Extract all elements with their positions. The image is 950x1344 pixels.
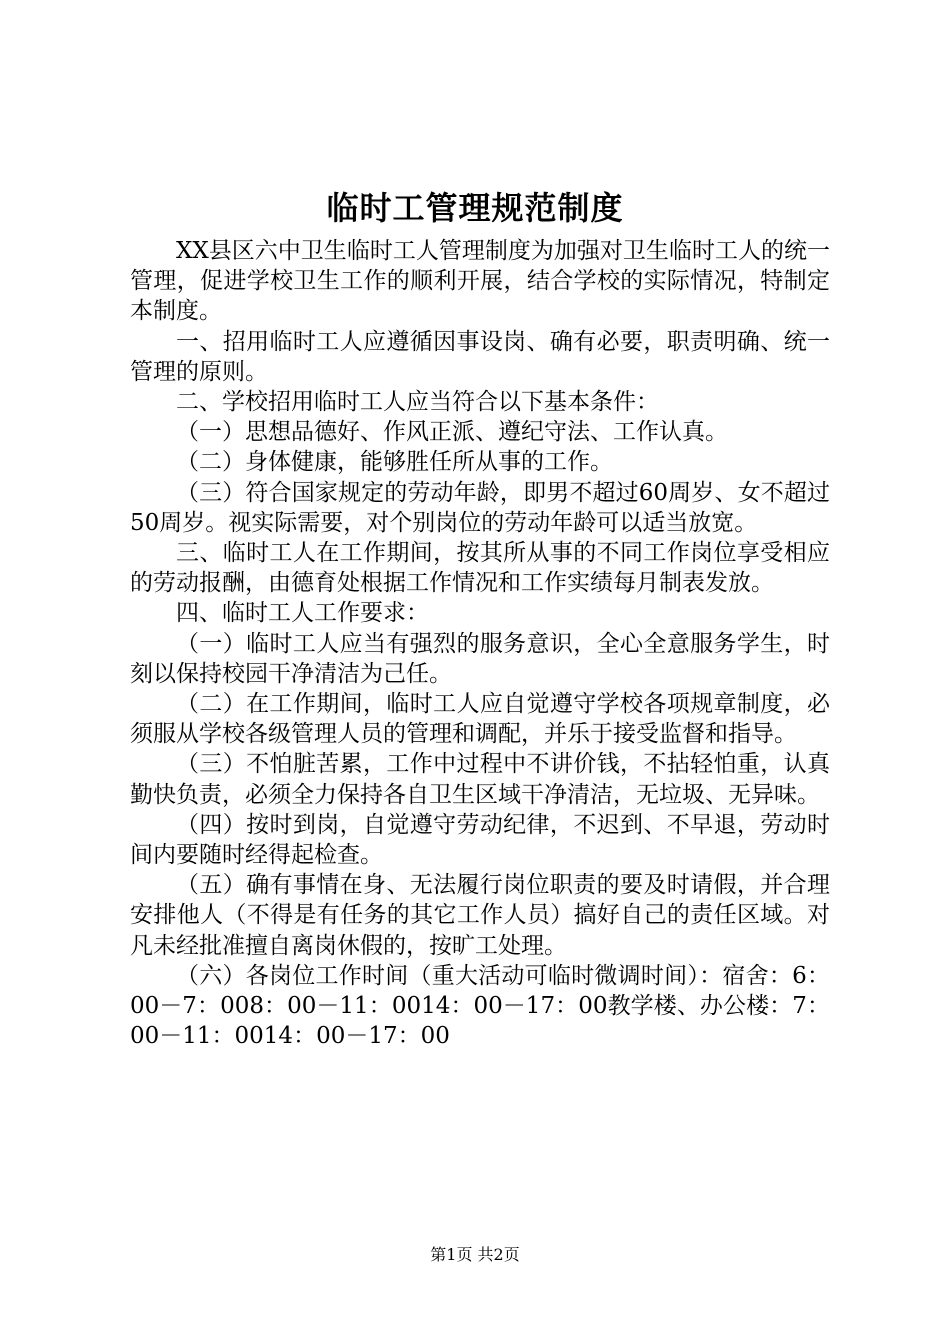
paragraph-item-2-1: （一）思想品德好、作风正派、遵纪守法、工作认真。 — [176, 419, 728, 446]
paragraph-item-4-3: （三）不怕脏苦累，工作中过程中不讲价钱，不拈轻怕重，认真勤快负责，必须全力保持各自卫生区域干净清洁，无垃圾、无异味。 — [130, 751, 830, 808]
document-title: 临时工管理规范制度 — [326, 189, 624, 227]
paragraph-intro: XX县区六中卫生临时工人管理制度为加强对卫生临时工人的统一管理，促进学校卫生工作的顺利开展，结合学校的实际情况，特制定本制度。 — [130, 238, 830, 325]
paragraph-item-3: 三、临时工人在工作期间，按其所从事的不同工作岗位享受相应的劳动报酬，由德育处根据工作情况和工作实绩每月制表发放。 — [130, 540, 830, 597]
paragraph-item-2: 二、学校招用临时工人应当符合以下基本条件： — [176, 389, 659, 416]
document-body — [130, 236, 830, 1051]
paragraph-item-4-1: （一）临时工人应当有强烈的服务意识，全心全意服务学生，时刻以保持校园干净清洁为己任。 — [130, 630, 830, 687]
paragraph-item-4-5: （五）确有事情在身、无法履行岗位职责的要及时请假，并合理安排他人（不得是有任务的其它工作人员）搞好自己的责任区域。对凡未经批准擅自离岗休假的，按旷工处理。 — [130, 872, 830, 959]
paragraph-item-2-2: （二）身体健康，能够胜任所从事的工作。 — [176, 449, 613, 476]
page-footer: 第1页 共2页 — [430, 1245, 520, 1264]
paragraph-item-4: 四、临时工人工作要求： — [176, 600, 429, 627]
paragraph-item-2-3: （三）符合国家规定的劳动年龄，即男不超过60周岁、女不超过50周岁。视实际需要，对个别岗位的劳动年龄可以适当放宽。 — [130, 479, 830, 536]
paragraph-item-1: 一、招用临时工人应遵循因事设岗、确有必要，职责明确、统一管理的原则。 — [130, 328, 830, 385]
paragraph-item-4-6: （六）各岗位工作时间（重大活动可临时微调时间）：宿舍：6：00－7：008：00－11：0014：00－17：00教学楼、办公楼：7：00－11：0014：00－17：00 — [130, 962, 830, 1050]
paragraph-item-4-4: （四）按时到岗，自觉遵守劳动纪律，不迟到、不早退，劳动时间内要随时经得起检查。 — [130, 811, 830, 869]
paragraph-item-4-2: （二）在工作期间，临时工人应自觉遵守学校各项规章制度，必须服从学校各级管理人员的管理和调配，并乐于接受监督和指导。 — [130, 691, 830, 748]
